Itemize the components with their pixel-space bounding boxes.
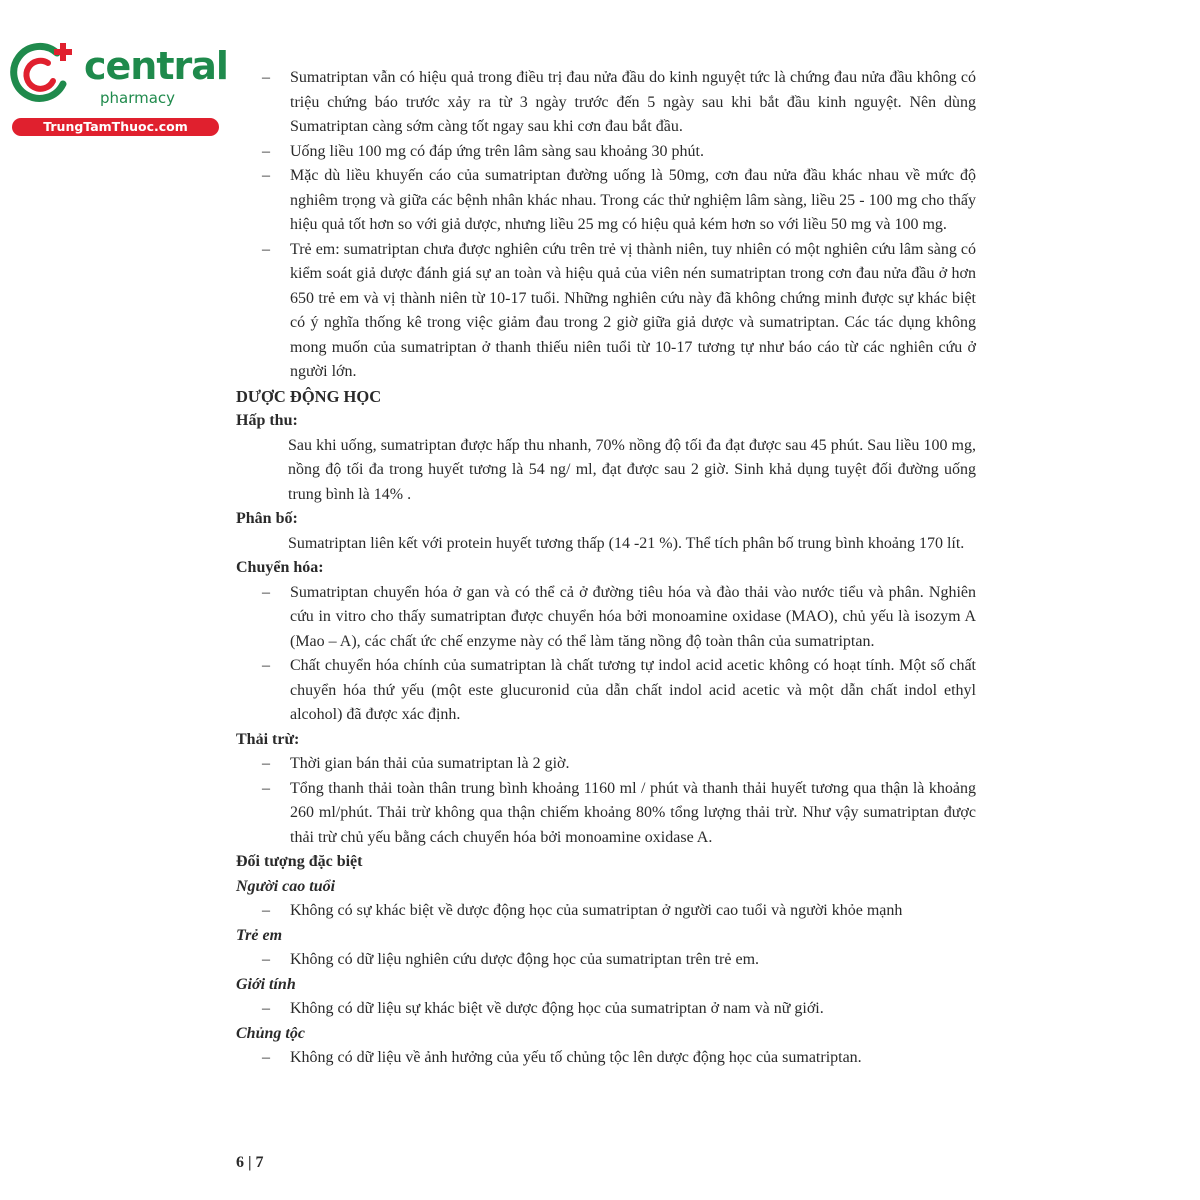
list-item-text: Không có dữ liệu nghiên cứu dược động học của sumatriptan trên trẻ em. [290,951,760,968]
brand-logo [10,36,228,136]
subheading-special-populations: Đối tượng đặc biệt [236,853,363,870]
list-item-text: Thời gian bán thải của sumatriptan là 2 giờ. [290,755,570,772]
list-item [236,654,976,728]
subheading-elderly: Người cao tuổi [236,877,336,895]
list-item [236,164,976,238]
list-item-text: Uống liều 100 mg có đáp ứng trên lâm sàng sau khoảng 30 phút. [290,142,704,160]
dash-marker: – [262,657,270,674]
dash-marker: – [262,902,270,919]
list-item [236,66,976,140]
subheading-absorption: Hấp thu: [236,412,298,429]
dash-marker: – [262,69,270,86]
section-heading-pharmacokinetics: DƯỢC ĐỘNG HỌC [236,386,382,406]
list-item [236,1046,976,1071]
list-item-text: Không có dữ liệu về ảnh hưởng của yếu tố chủng tộc lên dược động học của sumatriptan. [290,1049,862,1066]
dash-marker: – [262,142,270,160]
subheading-distribution: Phân bố: [236,510,298,527]
dash-marker: – [262,1000,270,1017]
dash-marker: – [262,755,270,772]
list-item [236,752,976,777]
list-item-text: Sumatriptan chuyển hóa ở gan và có thể cả ở đường tiêu hóa và đào thải vào nước tiểu và phân. Nghiên cứu in vitro cho thấy sumatriptan được chuyển hóa bởi monoamine oxidase (MAO), chủ yếu là isozym A (Mao – A), các chất ức chế enzyme này có thể làm tăng nồng độ toàn thân của sumatriptan. [290,583,976,650]
logo-mark-icon [10,40,76,106]
list-item [236,581,976,655]
list-item [236,777,976,851]
distribution-text: Sumatriptan liên kết với protein huyết tương thấp (14 -21 %). Thể tích phân bố trung bình khoảng 170 lít. [288,534,965,552]
subheading-elimination: Thải trừ: [236,730,300,748]
list-item-text: Chất chuyển hóa chính của sumatriptan là chất tương tự indol acid acetic không có hoạt tính. Một số chất chuyển hóa thứ yếu (một este glucuronid của dẫn chất indol acid acetic và một dẫn chất indol ethyl alcohol) đã được xác định. [290,657,976,723]
absorption-text: Sau khi uống, sumatriptan được hấp thu nhanh, 70% nồng độ tối đa đạt được sau 45 phút. Sau liều 100 mg, nồng độ tối đa trong huyết tương là 54 ng/ ml, đạt được sau 2 giờ. Sinh khả dụng tuyệt đối đường uống trung bình là 14% . [288,436,976,503]
dash-marker: – [262,951,270,968]
list-item-text: Không có dữ liệu sự khác biệt về dược động học của sumatriptan ở nam và nữ giới. [290,1000,824,1017]
dash-marker: – [262,779,270,797]
list-item-text: Mặc dù liều khuyến cáo của sumatriptan đường uống là 50mg, cơn đau nửa đầu khác nhau về mức độ nghiêm trọng và giữa các bệnh nhân khác nhau. Trong các thử nghiệm lâm sàng, liều 25 - 100 mg cho thấy hiệu quả tốt hơn so với giả dược, nhưng liều 25 mg có hiệu quả kém hơn so với liều 50 mg và 100 mg. [290,167,976,233]
subheading-children: Trẻ em [236,926,283,944]
list-item-text: Tổng thanh thải toàn thân trung bình khoảng 1160 ml / phút và thanh thải huyết tương qua thận là khoảng 260 ml/phút. Thải trừ không qua thận chiếm khoảng 80% tổng lượng thải trừ. Như vậy sumatriptan được thải trừ chủ yếu bằng cách chuyển hóa bởi monoamine oxidase A. [290,779,976,846]
list-item [236,140,976,165]
page-number: 6 | 7 [236,1154,264,1171]
dash-marker: – [262,167,270,184]
dash-marker: – [262,240,270,258]
list-item [236,948,976,973]
subheading-race: Chủng tộc [236,1024,305,1042]
list-item [236,899,976,924]
logo-name: central [84,44,228,88]
dash-marker: – [262,1049,270,1066]
logo-url-badge: TrungTamThuoc.com [12,118,219,136]
subheading-metabolism: Chuyển hóa: [236,559,324,576]
logo-subtitle: pharmacy [100,89,176,107]
list-item [236,997,976,1022]
list-item-text: Sumatriptan vẫn có hiệu quả trong điều trị đau nửa đầu do kinh nguyệt tức là chứng đau nửa đầu không có triệu chứng báo trước xảy ra từ 3 ngày trước đến 5 ngày sau khi bắt đầu kinh nguyệt. Nên dùng Sumatriptan càng sớm càng tốt ngay sau khi cơn đau bắt đầu. [290,69,976,135]
list-item [236,238,976,385]
document-body [236,66,976,1071]
list-item-text: Không có sự khác biệt về dược động học của sumatriptan ở người cao tuổi và người khỏe mạnh [290,902,903,919]
subheading-gender: Giới tính [236,975,296,993]
list-item-text: Trẻ em: sumatriptan chưa được nghiên cứu trên trẻ vị thành niên, tuy nhiên có một nghiên cứu lâm sàng có kiểm soát giả dược đánh giá sự an toàn và hiệu quả của viên nén sumatriptan trong cơn đau nửa đầu ở hơn 650 trẻ em và vị thành niên từ 10-17 tuổi. Những nghiên cứu này đã không chứng minh được sự khác biệt có ý nghĩa thống kê trong việc giảm đau trong 2 giờ giữa giả dược và sumatriptan. Các tác dụng không mong muốn của sumatriptan ở thanh thiếu niên tuổi từ 10-17 tương tự như báo cáo từ các nghiên cứu ở người lớn. [290,240,976,380]
dash-marker: – [262,583,270,601]
